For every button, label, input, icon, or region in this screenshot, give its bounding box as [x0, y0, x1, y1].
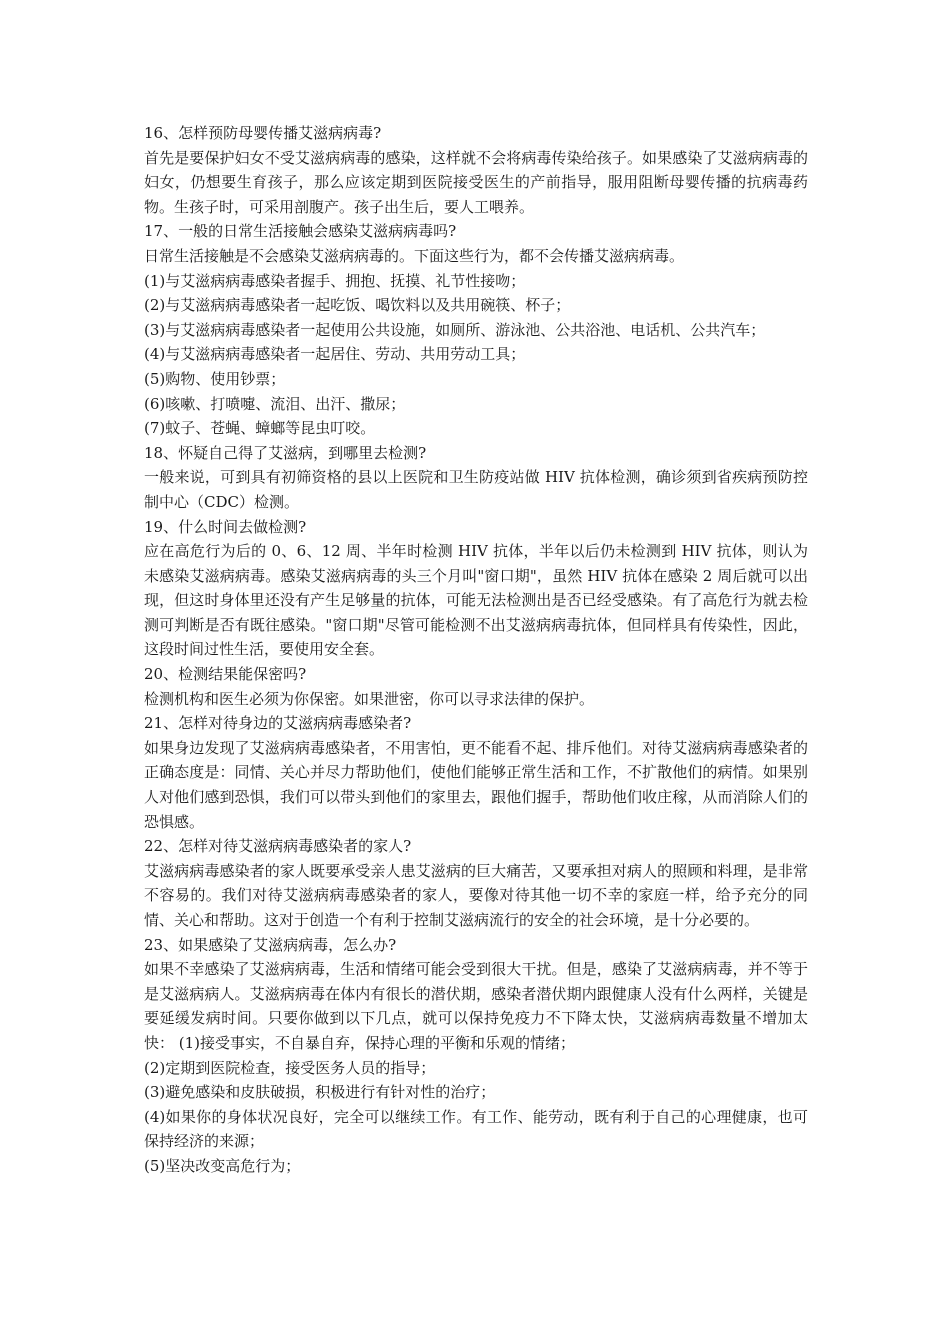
answer-17-item-4: (4)与艾滋病病毒感染者一起居住、劳动、共用劳动工具；	[144, 345, 526, 364]
answer-17-intro: 日常生活接触是不会感染艾滋病病毒的。下面这些行为，都不会传播艾滋病病毒。	[144, 246, 685, 265]
answer-21: 如果身边发现了艾滋病病毒感染者，不用害怕，更不能看不起、排斥他们。对待艾滋病病毒感染者的正确态度是：同情、关心并尽力帮助他们，使他们能够正常生活和工作，不扩散他们的病情。如果别人对他们感到恐惧，我们可以带头到他们的家里去，跟他们握手，帮助他们收庄稼，从而消除人们的恐惧感。	[144, 738, 808, 831]
question-22: 22、怎样对待艾滋病病毒感染者的家人?	[144, 837, 412, 856]
question-17: 17、一般的日常生活接触会感染艾滋病病毒吗?	[144, 222, 457, 241]
question-21: 21、怎样对待身边的艾滋病病毒感染者?	[144, 714, 412, 733]
question-19: 19、什么时间去做检测?	[144, 517, 307, 536]
question-23: 23、如果感染了艾滋病病毒，怎么办?	[144, 935, 397, 954]
answer-20: 检测机构和医生必须为你保密。如果泄密，你可以寻求法律的保护。	[144, 689, 595, 708]
answer-19: 应在高危行为后的 0、6、12 周、半年时检测 HIV 抗体，半年以后仍未检测到 HIV 抗体，则认为未感染艾滋病病毒。感染艾滋病病毒的头三个月叫"窗口期"，虽然 HIV 抗体在感染 2 周后就可以出现，但这时身体里还没有产生足够量的抗体，可能无法检测出是否已经受感染。有了高危行为就去检测可判断是否有既往感染。"窗口期"尽管可能检测不出艾滋病病毒抗体，但同样具有传染性，因此，这段时间过性生活，要使用安全套。	[144, 542, 808, 659]
answer-22: 艾滋病病毒感染者的家人既要承受亲人患艾滋病的巨大痛苦，又要承担对病人的照顾和料理，是非常不容易的。我们对待艾滋病病毒感染者的家人，要像对待其他一切不幸的家庭一样，给予充分的同情、关心和帮助。这对于创造一个有利于控制艾滋病流行的安全的社会环境，是十分必要的。	[144, 861, 808, 929]
question-20: 20、检测结果能保密吗?	[144, 665, 307, 684]
answer-18: 一般来说，可到具有初筛资格的县以上医院和卫生防疫站做 HIV 抗体检测，确诊须到省疾病预防控制中心（CDC）检测。	[144, 468, 808, 511]
answer-23: 如果不幸感染了艾滋病病毒，生活和情绪可能会受到很大干扰。但是，感染了艾滋病病毒，并不等于是艾滋病病人。艾滋病病毒在体内有很长的潜伏期，感染者潜伏期内跟健康人没有什么两样，关键是要延缓发病时间。只要你做到以下几点，就可以保持免疫力不下降太快，艾滋病病毒数量不增加太快： (1)接受事实，不自暴自弃，保持心理的平衡和乐观的情绪；	[144, 960, 808, 1052]
answer-17-item-6: (6)咳嗽、打喷嚏、流泪、出汗、撒尿；	[144, 394, 406, 413]
answer-17-item-3: (3)与艾滋病病毒感染者一起使用公共设施，如厕所、游泳池、公共浴池、电话机、公共汽车；	[144, 320, 766, 339]
answer-16: 首先是要保护妇女不受艾滋病病毒的感染，这样就不会将病毒传染给孩子。如果感染了艾滋病病毒的妇女，仍想要生育孩子，那么应该定期到医院接受医生的产前指导，服用阻断母婴传播的抗病毒药物。生孩子时，可采用剖腹产。孩子出生后，要人工喂养。	[144, 148, 808, 216]
answer-23-item-2: (2)定期到医院检查，接受医务人员的指导；	[144, 1058, 436, 1077]
answer-17-item-5: (5)购物、使用钞票；	[144, 369, 286, 388]
answer-17-item-1: (1)与艾滋病病毒感染者握手、拥抱、抚摸、礼节性接吻；	[144, 271, 526, 290]
answer-17-item-2: (2)与艾滋病病毒感染者一起吃饭、喝饮料以及共用碗筷、杯子；	[144, 296, 571, 315]
answer-23-item-3: (3)避免感染和皮肤破损，积极进行有针对性的治疗；	[144, 1083, 496, 1102]
answer-17-item-7: (7)蚊子、苍蝇、蟑螂等昆虫叮咬。	[144, 419, 376, 438]
document-body	[144, 121, 808, 1179]
answer-23-item-5: (5)坚决改变高危行为；	[144, 1156, 301, 1175]
question-18: 18、怀疑自己得了艾滋病，到哪里去检测?	[144, 443, 427, 462]
question-16: 16、怎样预防母婴传播艾滋病病毒?	[144, 124, 382, 142]
answer-23-item-4: (4)如果你的身体状况良好，完全可以继续工作。有工作、能劳动，既有利于自己的心理健康，也可保持经济的来源；	[144, 1107, 808, 1151]
